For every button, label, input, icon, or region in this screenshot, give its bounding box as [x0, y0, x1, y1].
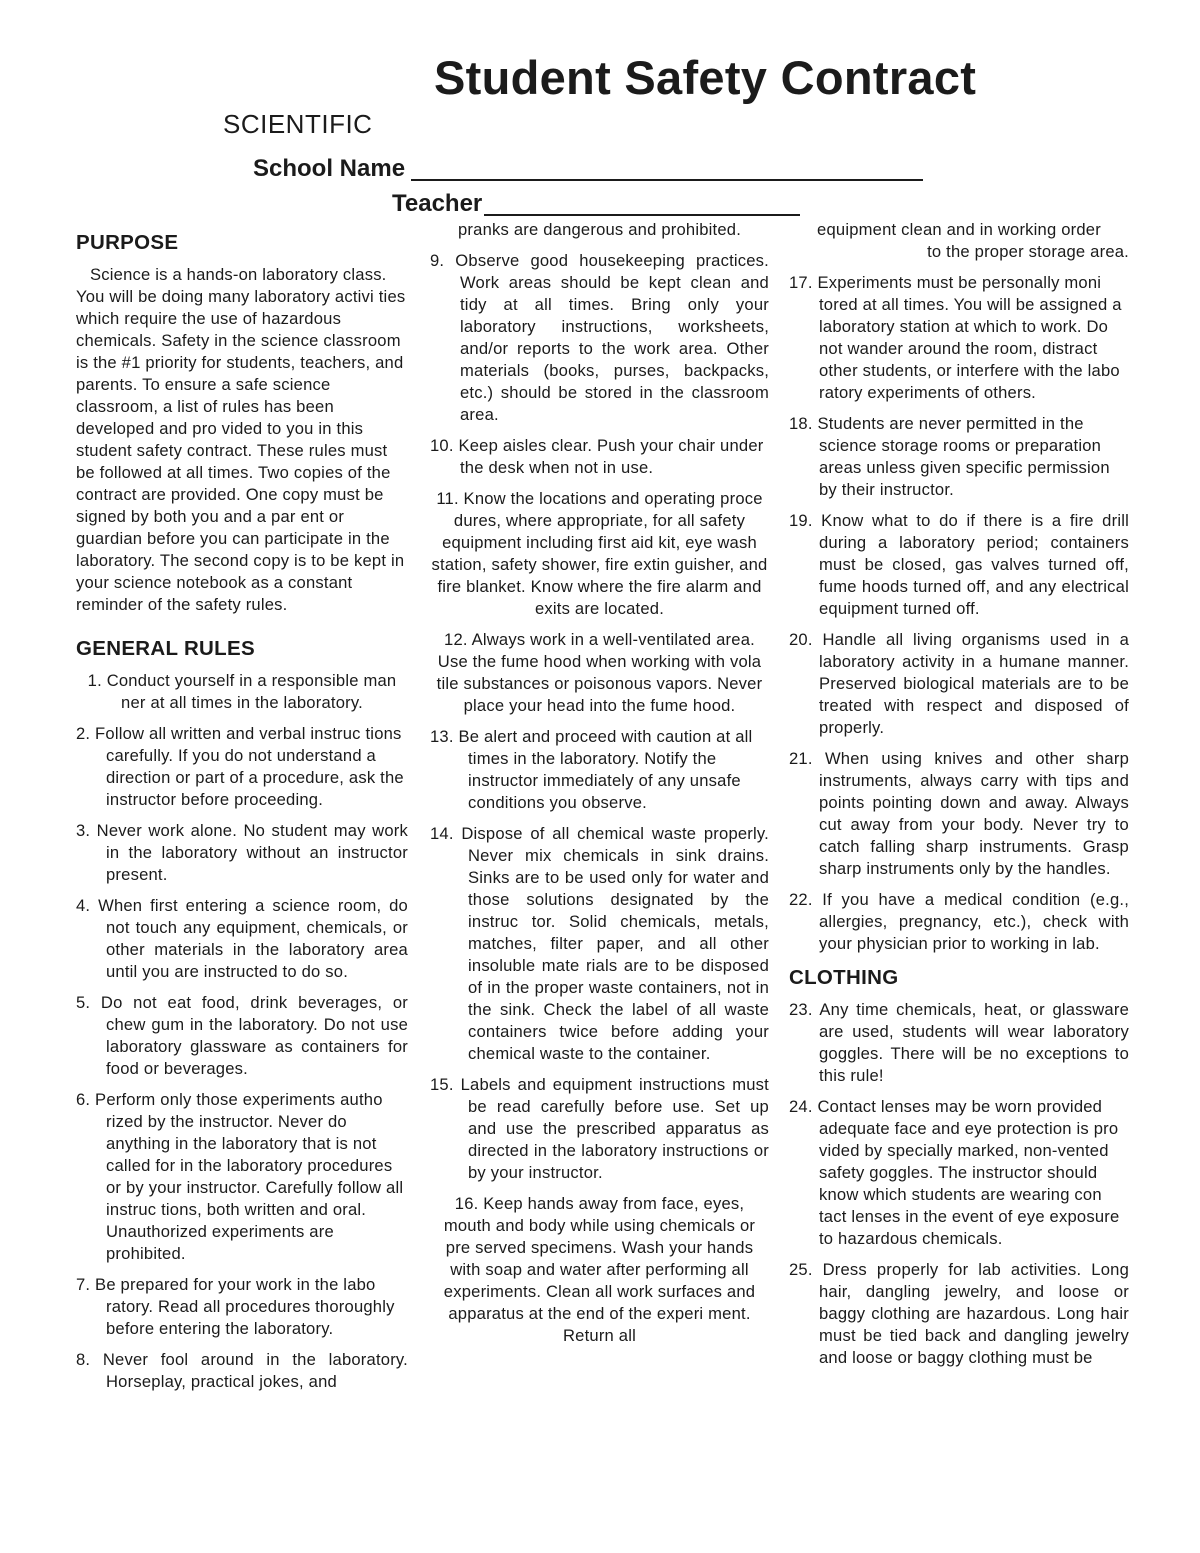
- rule-9: 9. Observe good housekeeping practices. Work areas should be kept clean and tidy at all times. Bring only your laboratory instructions, worksheets, and/or reports to the work area. Other materials (books, purses, backpacks, etc.) should be stored in the classroom area.: [430, 251, 769, 424]
- rule-12: 12. Always work in a well-ventilated area. Use the fume hood when working with vola tile substances or poisonous vapors. Never place your head into the fume hood.: [436, 630, 763, 715]
- school-name-label: School Name: [253, 155, 406, 182]
- rule-18: 18. Students are never permitted in the science storage rooms or preparation areas unless given specific permission by their instructor.: [789, 414, 1110, 499]
- rule-6: 6. Perform only those experiments autho rized by the instructor. Never do anything in the laboratory that is not called for in the laboratory procedures or by your instructor. Carefully follow all instruc tions, both written and oral. Unauthorized experiments are prohibited.: [76, 1090, 404, 1263]
- purpose-text: Science is a hands-on laboratory class. You will be doing many laboratory activi ties which require the use of hazardous chemicals. Safety in the science classroom is the #1 priority for students, teachers, and parents. To ensure a safe science classroom, a list of rules has been developed and pro vided to you in this student safety contract. These rules must be followed at all times. Two copies of the contract are provided. One copy must be signed by both you and a par ent or guardian before you can participate in the laboratory. The second copy is to be kept in your science notebook as a constant reminder of the safety rules.: [76, 265, 406, 614]
- rule-19: 19. Know what to do if there is a fire drill during a laboratory period; containers must be closed, gas valves turned off, fume hoods turned off, and any electrical equipment turned off.: [789, 511, 1129, 618]
- rule-16-continued-a: equipment clean and in working order: [817, 220, 1101, 239]
- teacher-line: [484, 192, 800, 216]
- purpose-heading: PURPOSE: [76, 231, 179, 254]
- rule-15: 15. Labels and equipment instructions must be read carefully before use. Set up and use the prescribed apparatus as directed in the laboratory instructions or by your instructor.: [430, 1075, 769, 1182]
- school-name-field: [253, 157, 923, 181]
- page-title: Student Safety Contract: [434, 51, 977, 104]
- rule-13: 13. Be alert and proceed with caution at all times in the laboratory. Notify the instructor immediately of any unsafe conditions you observe.: [430, 727, 753, 812]
- rule-23: 23. Any time chemicals, heat, or glassware are used, students will wear laboratory goggles. There will be no exceptions to this rule!: [789, 1000, 1129, 1085]
- rule-11: 11. Know the locations and operating proce dures, where appropriate, for all safety equipment including first aid kit, eye wash station, safety shower, fire extin guisher, and fire blanket. Know where the fire alarm and exits are located.: [431, 489, 768, 618]
- rule-10: 10. Keep aisles clear. Push your chair under the desk when not in use.: [430, 436, 764, 477]
- rule-2: 2. Follow all written and verbal instruc tions carefully. If you do not understand a direction or part of a procedure, ask the instructor before proceeding.: [76, 724, 404, 809]
- rule-16-continued-b: to the proper storage area.: [927, 242, 1129, 261]
- rule-8: 8. Never fool around in the laboratory. Horseplay, practical jokes, and: [76, 1350, 408, 1391]
- teacher-field: [392, 192, 800, 216]
- rule-20: 20. Handle all living organisms used in a laboratory activity in a humane manner. Preserved biological materials are to be treated with respect and disposed of properly.: [789, 630, 1129, 737]
- school-name-line: [411, 157, 923, 181]
- rule-14: 14. Dispose of all chemical waste properly. Never mix chemicals in sink drains. Sinks are to be used only for water and those solutions designated by the instruc tor. Solid chemicals, metals, matches, filter paper, and all other insoluble mate rials are to be disposed of in the proper waste containers, not in the sink. Check the label of all waste containers twice before adding your chemical waste to the container.: [430, 824, 769, 1063]
- rule-16: 16. Keep hands away from face, eyes, mouth and body while using chemicals or pre served specimens. Wash your hands with soap and water after performing all experiments. Clean all work surfaces and apparatus at the end of the experi ment. Return all: [443, 1194, 756, 1345]
- rule-21: 21. When using knives and other sharp instruments, always carry with tips and points pointing down and away. Always cut away from your body. Never try to catch falling sharp instruments. Grasp sharp instruments only by the handles.: [789, 749, 1129, 878]
- rule-8-continued: pranks are dangerous and prohibited.: [458, 220, 742, 239]
- rule-22: 22. If you have a medical condition (e.g., allergies, pregnancy, etc.), check with your physician prior to working in lab.: [789, 890, 1129, 953]
- rule-24: 24. Contact lenses may be worn provided adequate face and eye protection is pro vided by specially marked, non-vented safety goggles. The instructor should know which students are wearing con tact lenses in the event of eye exposure to hazardous chemicals.: [789, 1097, 1120, 1248]
- rule-1: 1. Conduct yourself in a responsible man ner at all times in the laboratory.: [87, 671, 397, 712]
- column-2: [430, 219, 769, 1356]
- column-3: [789, 219, 1129, 1378]
- rule-5: 5. Do not eat food, drink beverages, or chew gum in the laboratory. Do not use laboratory glassware as containers for food or beverages.: [76, 993, 408, 1078]
- column-1: [76, 230, 408, 1402]
- publisher-label: SCIENTIFIC: [223, 109, 373, 139]
- teacher-label: Teacher: [392, 190, 483, 217]
- rule-3: 3. Never work alone. No student may work in the laboratory without an instructor present.: [76, 821, 408, 884]
- general-rules-heading: GENERAL RULES: [76, 637, 255, 660]
- rule-17: 17. Experiments must be personally moni tored at all times. You will be assigned a laboratory station at which to work. Do not wander around the room, distract other students, or interfere with the labo ratory experiments of others.: [789, 273, 1122, 402]
- rule-7: 7. Be prepared for your work in the labo ratory. Read all procedures thoroughly before entering the laboratory.: [76, 1275, 395, 1338]
- rule-25: 25. Dress properly for lab activities. Long hair, dangling jewelry, and loose or baggy clothing are hazardous. Long hair must be tied back and dangling jewelry and loose or baggy clothing must be: [789, 1260, 1129, 1367]
- rule-4: 4. When first entering a science room, do not touch any equipment, chemicals, or other materials in the laboratory area until you are instructed to do so.: [76, 896, 408, 981]
- clothing-heading: CLOTHING: [789, 966, 899, 989]
